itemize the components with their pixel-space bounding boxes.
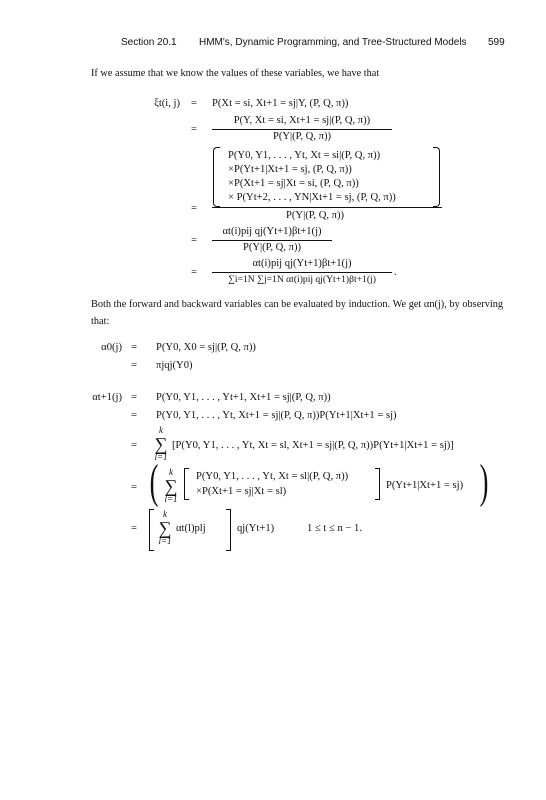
- relation-sign: =: [191, 267, 197, 278]
- xi-lhs: ξt(i, j): [154, 98, 180, 109]
- relation-sign: =: [131, 482, 137, 493]
- xi-line-3-row-3: ×P(Xt+1 = sj|Xt = si, (P, Q, π)): [228, 178, 359, 189]
- relation-sign: =: [131, 342, 137, 353]
- alpha-line-4-row-1: P(Y0, Y1, . . . , Yt, Xt = sl|(P, Q, π)): [196, 471, 349, 482]
- fraction-denominator: P(Y|(P, Q, π)): [242, 241, 302, 253]
- alpha-line-4-row-2: ×P(Xt+1 = sj|Xt = sl): [196, 486, 287, 497]
- left-bracket: [149, 509, 154, 551]
- summation-sign: k ∑ l=1: [154, 425, 168, 462]
- alpha-line-5-inner: αt(l)plj: [176, 523, 206, 534]
- alpha-line-3: [P(Y0, Y1, . . . , Yt, Xt = sl, Xt+1 = sj|(P, Q, π))P(Yt+1|Xt+1 = sj)]: [172, 440, 454, 451]
- right-bracket: [375, 468, 380, 500]
- intro-paragraph: If we assume that we know the values of these variables, we have that: [91, 68, 380, 79]
- summation-sign: k ∑ l=1: [164, 467, 178, 504]
- fraction-numerator: P(Y, Xt = si, Xt+1 = sj|(P, Q, π)): [233, 115, 371, 126]
- relation-sign: =: [131, 392, 137, 403]
- induction-paragraph: Both the forward and backward variables can be evaluated by induction. We get αn(j), by observing that:: [91, 299, 503, 327]
- alpha0-lhs: α0(j): [101, 342, 122, 353]
- fraction-bar: [212, 207, 442, 208]
- alpha-line-2: P(Y0, Y1, . . . , Yt, Xt+1 = sj|(P, Q, π))P(Yt+1|Xt+1 = sj): [156, 410, 397, 421]
- right-brace: [433, 147, 440, 207]
- fraction-bar: [212, 272, 392, 273]
- relation-sign: =: [131, 360, 137, 371]
- xi-line-3-row-1: P(Y0, Y1, . . . , Yt, Xt = si|(P, Q, π)): [228, 150, 381, 161]
- relation-sign: =: [191, 203, 197, 214]
- left-bracket: [184, 468, 189, 500]
- fraction-numerator: αt(i)pij qj(Yt+1)βt+1(j): [222, 226, 322, 237]
- xi-line-3-row-4: × P(Yt+2, . . . , YN|Xt+1 = sj, (P, Q, π)): [228, 192, 396, 203]
- relation-sign: =: [131, 440, 137, 451]
- alpha-line-4-tail: P(Yt+1|Xt+1 = sj): [386, 480, 464, 491]
- right-paren: ): [479, 455, 489, 508]
- fraction-numerator: αt(i)pij qj(Yt+1)βt+1(j): [252, 258, 352, 269]
- xi-fraction-4: [212, 227, 332, 253]
- alpha0-line-1: P(Y0, X0 = sj|(P, Q, π)): [156, 342, 256, 353]
- xi-line-1: P(Xt = si, Xt+1 = sj|Y, (P, Q, π)): [212, 98, 349, 109]
- relation-sign: =: [131, 523, 137, 534]
- xi-line-3-row-2: ×P(Yt+1|Xt+1 = sj, (P, Q, π)): [228, 164, 352, 175]
- xi-line-3-denominator: P(Y|(P, Q, π)): [286, 210, 345, 221]
- fraction-bar: [212, 240, 332, 241]
- alpha-lhs: αt+1(j): [92, 392, 122, 403]
- page-number: 599: [488, 37, 505, 48]
- fraction-denominator: ∑i=1N ∑j=1N αt(i)pij qj(Yt+1)βt+1(j): [228, 273, 376, 285]
- relation-sign: =: [131, 410, 137, 421]
- right-bracket: [226, 509, 231, 551]
- left-brace: [213, 147, 220, 207]
- relation-sign: =: [191, 235, 197, 246]
- xi-fraction-5: [212, 259, 392, 284]
- alpha-line-5-condition: 1 ≤ t ≤ n − 1.: [307, 523, 362, 534]
- alpha-line-1: P(Y0, Y1, . . . , Yt+1, Xt+1 = sj|(P, Q, π)): [156, 392, 331, 403]
- xi-fraction-2: [212, 116, 392, 142]
- running-head-title: HMM's, Dynamic Programming, and Tree-Structured Models: [199, 37, 467, 48]
- left-paren: (: [149, 455, 159, 508]
- relation-sign: =: [191, 98, 197, 109]
- running-head-section: Section 20.1: [121, 37, 177, 48]
- alpha-line-5-tail: qj(Yt+1): [237, 523, 275, 534]
- equation-period: .: [394, 267, 397, 278]
- fraction-denominator: P(Y|(P, Q, π)): [272, 130, 332, 142]
- alpha0-line-2: πjqj(Y0): [156, 360, 193, 371]
- relation-sign: =: [191, 124, 197, 135]
- fraction-bar: [212, 129, 392, 130]
- summation-sign: k ∑ l=1: [158, 509, 172, 546]
